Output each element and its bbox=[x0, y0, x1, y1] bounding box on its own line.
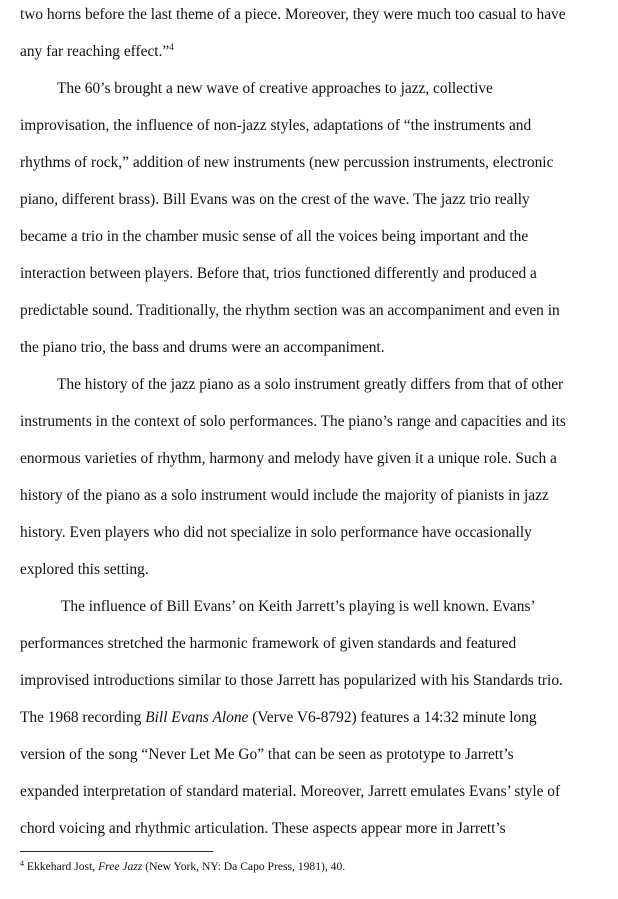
body-line: instruments in the context of solo performances. The piano’s range and capacities and its bbox=[20, 413, 566, 430]
footnote-citation: (New York, NY: Da Capo Press, 1981), 40. bbox=[142, 860, 346, 873]
body-line-text: any far reaching effect.” bbox=[20, 43, 170, 60]
body-line: two horns before the last theme of a piece. Moreover, they were much too casual to have bbox=[20, 6, 566, 23]
body-line: history of the piano as a solo instrument would include the majority of pianists in jazz bbox=[20, 487, 549, 504]
body-line: enormous varieties of rhythm, harmony and melody have given it a unique role. Such a bbox=[20, 450, 557, 467]
footnote-number: 4 bbox=[20, 859, 24, 868]
paragraph-start-line: The influence of Bill Evans’ on Keith Jarrett’s playing is well known. Evans’ bbox=[61, 598, 536, 615]
footnote-book-title: Free Jazz bbox=[98, 860, 143, 873]
body-line: history. Even players who did not specialize in solo performance have occasionally bbox=[20, 524, 532, 541]
footnote-author: Ekkehard Jost, bbox=[24, 860, 99, 873]
body-line bbox=[20, 43, 174, 62]
footnote bbox=[20, 860, 345, 875]
album-title: Bill Evans Alone bbox=[145, 709, 249, 726]
body-line: improvisation, the influence of non-jazz styles, adaptations of “the instruments and bbox=[20, 117, 532, 134]
body-line: version of the song “Never Let Me Go” that can be seen as prototype to Jarrett’s bbox=[20, 746, 514, 763]
body-line: the piano trio, the bass and drums were an accompaniment. bbox=[20, 339, 385, 356]
body-line: rhythms of rock,” addition of new instruments (new percussion instruments, electronic bbox=[20, 154, 554, 171]
body-line-text: The 1968 recording bbox=[20, 709, 146, 726]
body-line: predictable sound. Traditionally, the rhythm section was an accompaniment and even in bbox=[20, 302, 560, 319]
body-line: expanded interpretation of standard material. Moreover, Jarrett emulates Evans’ style of bbox=[20, 783, 561, 800]
paragraph-start-line: The 60’s brought a new wave of creative approaches to jazz, collective bbox=[57, 80, 493, 97]
footnote-divider bbox=[20, 851, 213, 852]
body-line: became a trio in the chamber music sense of all the voices being important and the bbox=[20, 228, 529, 245]
body-line: explored this setting. bbox=[20, 561, 149, 578]
body-line: piano, different brass). Bill Evans was on the crest of the wave. The jazz trio really bbox=[20, 191, 530, 208]
paragraph-start-line: The history of the jazz piano as a solo instrument greatly differs from that of other bbox=[57, 376, 564, 393]
body-line bbox=[20, 709, 537, 727]
body-line: improvised introductions similar to those Jarrett has popularized with his Standards trio. bbox=[20, 672, 563, 689]
body-line: interaction between players. Before that, trios functioned differently and produced a bbox=[20, 265, 537, 282]
body-line-text: (Verve V6-8792) features a 14:32 minute long bbox=[248, 709, 537, 726]
footnote-reference: 4 bbox=[169, 42, 174, 52]
body-line: chord voicing and rhythmic articulation. These aspects appear more in Jarrett’s bbox=[20, 820, 506, 837]
body-line: performances stretched the harmonic framework of given standards and featured bbox=[20, 635, 517, 652]
